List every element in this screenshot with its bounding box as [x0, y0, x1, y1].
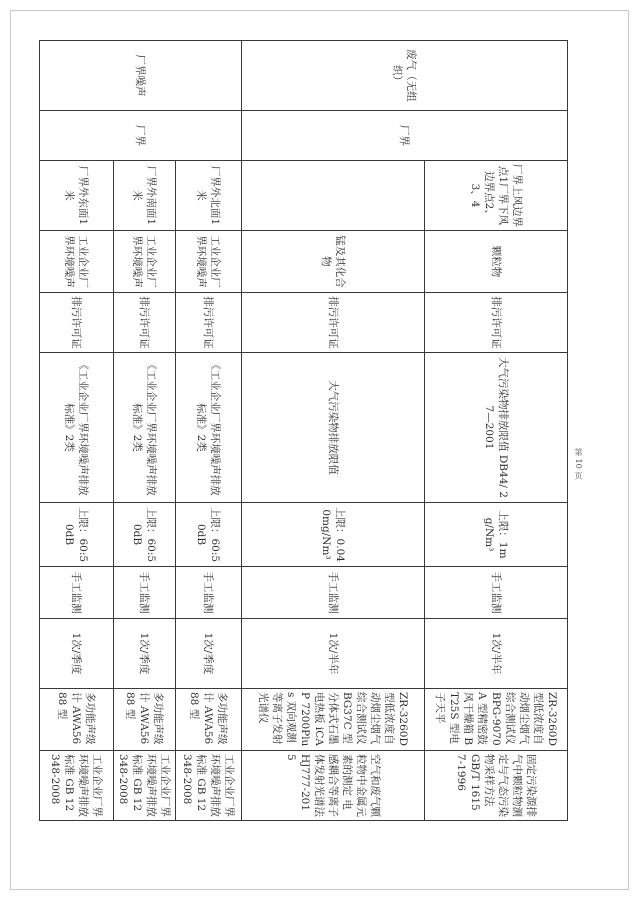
boundary-label: 厂界 [40, 111, 242, 161]
standard-cell: 《工业企业厂界环境噪声排放标准》2类 [114, 353, 176, 503]
method-type-cell: 手工监测 [176, 567, 242, 619]
location-cell: 厂界外东面1米 [40, 161, 114, 231]
standard-cell: 《工业企业厂界环境噪声排放标准》2类 [176, 353, 242, 503]
location-cell: 厂界外南面1米 [114, 161, 176, 231]
standard-cell: 大气污染物排放限值 [242, 353, 425, 503]
rotated-table-frame [40, 40, 568, 820]
item-cell: 锰及其化合物 [242, 231, 425, 293]
limit-cell: 上限：60:50dB [114, 503, 176, 567]
analysis-cell: 工业企业厂界环境噪声排放标准 GB 12348-2008 [114, 751, 176, 821]
basis-cell: 排污许可证 [425, 293, 568, 353]
boundary-label: 厂界 [242, 111, 568, 161]
frequency-cell: 1次/季度 [114, 619, 176, 689]
monitoring-table [39, 40, 568, 821]
item-cell: 颗粒物 [425, 231, 568, 293]
item-cell: 工业企业厂界环境噪声 [176, 231, 242, 293]
frequency-cell: 1次/季度 [176, 619, 242, 689]
analysis-cell: 空气和废气颗粒物中金属元素的测定 电感耦合等离子体发射光谱法 HJ777-2015 [242, 751, 425, 821]
method-type-cell: 手工监测 [114, 567, 176, 619]
limit-cell: 上限：1mg/Nm³ [425, 503, 568, 567]
method-type-cell: 手工监测 [40, 567, 114, 619]
basis-cell: 排污许可证 [176, 293, 242, 353]
location-cell: 厂界上风边界点1厂界下风边界点2、3、4 [425, 161, 568, 231]
section-label-noise: 厂界噪声 [40, 41, 242, 111]
method-type-cell: 手工监测 [425, 567, 568, 619]
limit-cell: 上限：60:50dB [176, 503, 242, 567]
section-label-waste-gas: 废气（无组织） [242, 41, 568, 111]
location-cell: 厂界外北面1米 [176, 161, 242, 231]
item-cell: 工业企业厂界环境噪声 [40, 231, 114, 293]
page-number: 第 10 页 [574, 448, 583, 480]
basis-cell: 排污许可证 [40, 293, 114, 353]
limit-cell: 上限：60:50dB [40, 503, 114, 567]
frequency-cell: 1次/半年 [425, 619, 568, 689]
limit-cell: 上限：0.040mg/Nm³ [242, 503, 425, 567]
instrument-cell: 多功能声级计 AWA5688 型 [40, 689, 114, 751]
instrument-cell: 多功能声级计 AWA5688 型 [114, 689, 176, 751]
method-type-cell: 手工监测 [242, 567, 425, 619]
basis-cell: 排污许可证 [242, 293, 425, 353]
frequency-cell: 1次/季度 [40, 619, 114, 689]
item-cell: 工业企业厂界环境噪声 [114, 231, 176, 293]
table-row [176, 41, 242, 821]
location-cell [242, 161, 425, 231]
analysis-cell: 固定污染源排气中颗粒物测定与气态污染物采样方法 GB/T 16157-1996 [425, 751, 568, 821]
analysis-cell: 工业企业厂界环境噪声排放标准 GB 12348-2008 [176, 751, 242, 821]
table-row [425, 41, 568, 821]
standard-cell: 《工业企业厂界环境噪声排放标准》2类 [40, 353, 114, 503]
instrument-cell: ZR-3260D 型低浓度自动烟尘烟气综合测试仪 BG37C 型分体式石墨电热板 iCAP 7200Plus 双向观测等离子发射光谱仪 [242, 689, 425, 751]
basis-cell: 排污许可证 [114, 293, 176, 353]
standard-cell: 大气污染物排放限值 DB44/ 27—2001 [425, 353, 568, 503]
analysis-cell: 工业企业厂界环境噪声排放标准 GB 12348-2008 [40, 751, 114, 821]
frequency-cell: 1次/半年 [242, 619, 425, 689]
instrument-cell: 多功能声级计 AWA5688 型 [176, 689, 242, 751]
instrument-cell: ZR-3260D 型低浓度自动烟尘烟气综合测试仪 BPG-9070A 型精密鼓风干燥箱 BT25S 型电子天平 [425, 689, 568, 751]
